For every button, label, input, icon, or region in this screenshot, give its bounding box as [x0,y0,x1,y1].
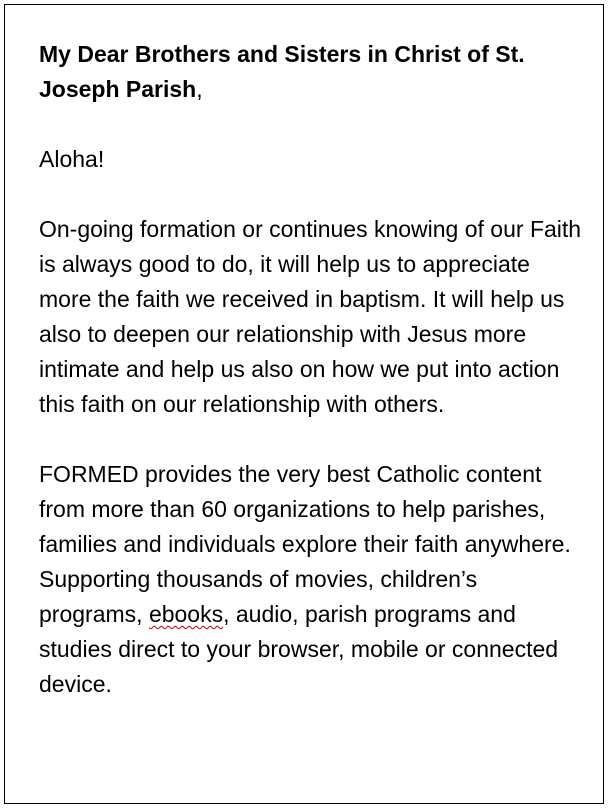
letter-body [39,37,584,702]
letter-frame [4,4,604,804]
salutation [39,37,584,107]
greeting: Aloha! [39,146,105,172]
paragraph-formed-end: , audio, parish programs and studies direct to your browser, mobile or connected device. [39,601,559,697]
salutation-name: My Dear Brothers and Sisters in Christ of St. Joseph Parish [39,41,525,102]
spellcheck-flagged-word: ebooks [148,601,224,627]
paragraph-formation: On-going formation or continues knowing of our Faith is always good to do, it will help us to appreciate more the faith we received in baptism. It will help us also to deepen our relationship with Jesus more intimate and help us also on how we put into action this faith on our relationship with others. [39,216,582,417]
paragraph-formed [39,457,584,702]
salutation-comma: , [196,76,203,102]
paragraph-formed-start: FORMED provides the very best Catholic content from more than 60 organizations to help parishes, families and individuals explore their faith anywhere. Supporting thousands of movies, children’s programs, [39,461,571,627]
